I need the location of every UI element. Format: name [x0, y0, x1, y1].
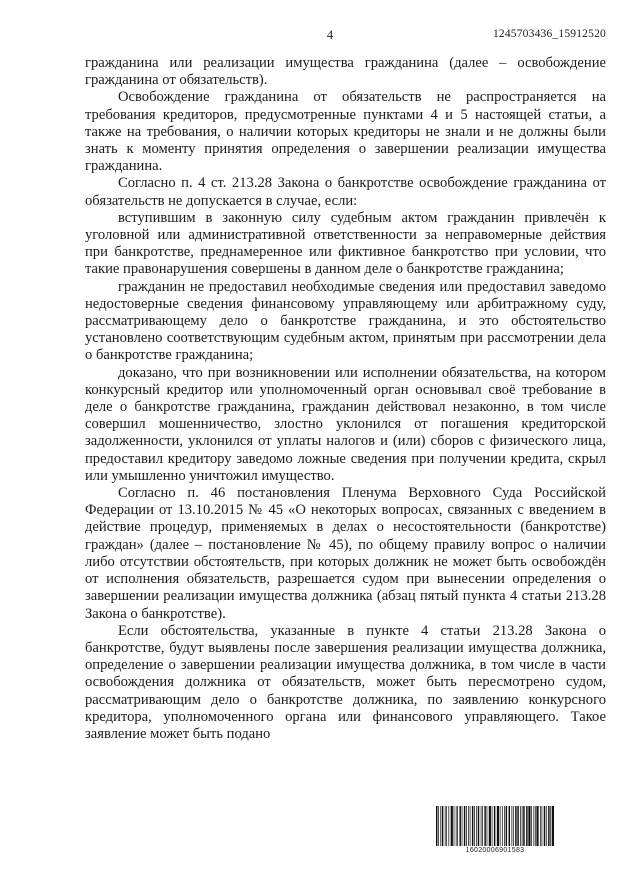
- barcode: [436, 806, 554, 854]
- paragraph: Согласно п. 46 постановления Пленума Верховного Суда Российской Федерации от 13.10.2015 № 45 «О некоторых вопросах, связанных с введением в действие процедур, применяемых в делах о несостоятельности (банкротстве) граждан» (далее – постановление № 45), по общему правилу вопрос о наличии либо отсутствии обстоятельств, при которых должник не может быть освобождён от исполнения обязательств, разрешается судом при вынесении определения о завершении реализации имущества должника (абзац пятый пункта 4 статьи 213.28 Закона о банкротстве).: [85, 485, 606, 622]
- page-number: 4: [326, 28, 334, 42]
- paragraph: Если обстоятельства, указанные в пункте 4 статьи 213.28 Закона о банкротстве, будут выявлены после завершения реализации имущества должника, определение о завершении реализации имущества должника, в том числе в части освобождения должника от обязательств, может быть пересмотрено судом, рассматривающим дело о банкротстве должника, по заявлению конкурсного кредитора, уполномоченного органа или финансового управляющего. Такое заявление может быть подано: [85, 622, 606, 742]
- paragraph: гражданин не предоставил необходимые сведения или предоставил заведомо недостоверные сведения финансовому управляющему или арбитражному суду, рассматривающему дело о банкротстве гражданина, и это обстоятельство установлено соответствующим судебным актом, принятым при рассмотрении дела о банкротстве гражданина;: [85, 278, 606, 364]
- page-header: [85, 28, 606, 44]
- document-body: [85, 55, 606, 743]
- document-id: 1245703436_15912520: [492, 28, 606, 40]
- paragraph: гражданина или реализации имущества гражданина (далее – освобождение гражданина от обязательств).: [85, 55, 606, 89]
- paragraph: Согласно п. 4 ст. 213.28 Закона о банкротстве освобождение гражданина от обязательств не допускается в случае, если:: [85, 175, 606, 209]
- paragraph: доказано, что при возникновении или исполнении обязательства, на котором конкурсный кредитор или уполномоченный орган основывал своё требование в деле о банкротстве гражданина, гражданин действовал незаконно, в том числе совершил мошенничество, злостно уклонился от погашения кредиторской задолженности, уклонился от уплаты налогов и (или) сборов с физического лица, предоставил кредитору заведомо ложные сведения при получении кредита, скрыл или умышленно уничтожил имущество.: [85, 364, 606, 484]
- paragraph: Освобождение гражданина от обязательств не распространяется на требования кредиторов, предусмотренные пунктами 4 и 5 настоящей статьи, а также на требования, о наличии которых кредиторы не знали и не должны были знать к моменту принятия определения о завершении реализации имущества гражданина.: [85, 89, 606, 175]
- paragraph: вступившим в законную силу судебным актом гражданин привлечён к уголовной или административной ответственности за неправомерные действия при банкротстве, преднамеренное или фиктивное банкротство при условии, что такие правонарушения совершены в данном деле о банкротстве гражданина;: [85, 209, 606, 278]
- barcode-number: 16020006901583: [465, 847, 525, 854]
- barcode-bars-image: [436, 806, 554, 846]
